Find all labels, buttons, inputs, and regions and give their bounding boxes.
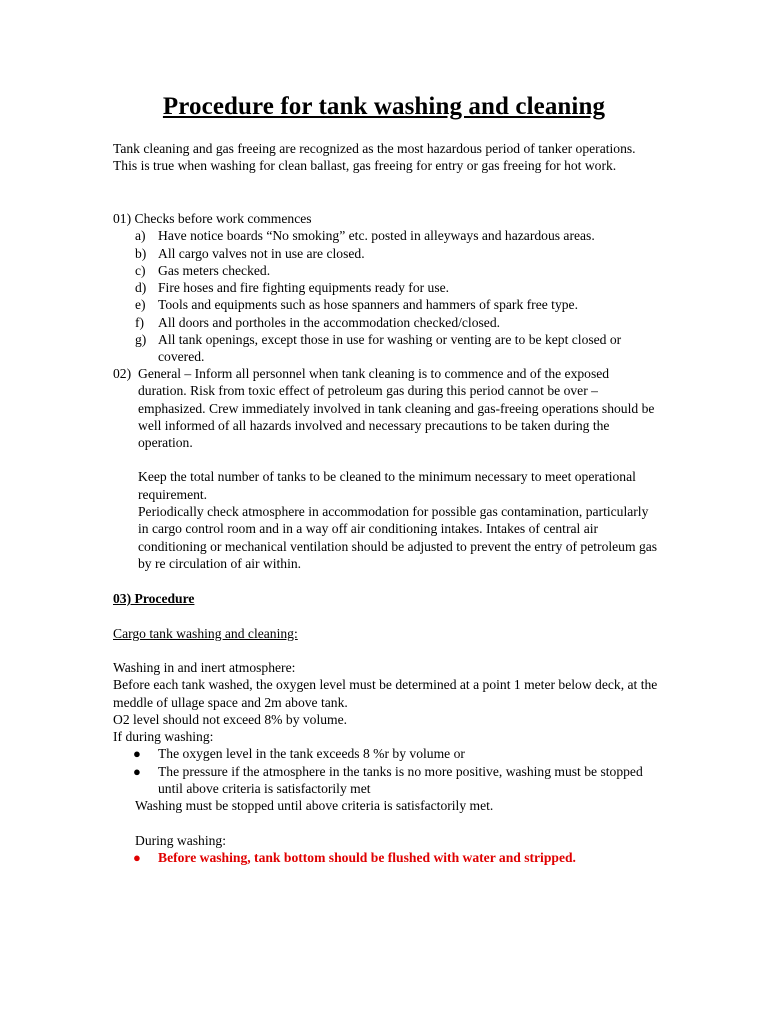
list-item-text: All cargo valves not in use are closed. <box>158 245 365 261</box>
if-during-text: If during washing: <box>113 729 214 745</box>
during-washing-list <box>113 849 658 866</box>
list-marker: d) <box>135 280 147 296</box>
section-02-paragraph: Keep the total number of tanks to be cleaned to the minimum necessary to meet operational requirement. <box>138 469 636 502</box>
section-02-number: 02) <box>113 366 132 381</box>
section-02-body <box>113 365 658 572</box>
inert-heading: Washing in and inert atmosphere: <box>113 660 296 675</box>
list-item-text: Fire hoses and fire fighting equipments ready for use. <box>158 280 450 296</box>
bullet-icon: ● <box>133 763 141 779</box>
list-item-text: Have notice boards “No smoking” etc. posted in alleyways and hazardous areas. <box>158 228 595 244</box>
list-marker: a) <box>135 228 146 244</box>
list-marker: f) <box>135 314 145 330</box>
list-item <box>113 279 658 296</box>
washing-section <box>113 659 658 866</box>
section-01-heading: 01) Checks before work commences <box>113 211 312 226</box>
list-item <box>113 763 658 798</box>
bullet-icon: ● <box>133 746 141 762</box>
list-item-text: Gas meters checked. <box>158 262 271 278</box>
list-item-text: Before washing, tank bottom should be flushed with water and stripped. <box>158 849 576 865</box>
list-item-text: All tank openings, except those in use for washing or venting are to be kept closed or covered. <box>158 332 622 365</box>
stop-text: Washing must be stopped until above criteria is satisfactorily met. <box>135 798 494 814</box>
list-item <box>113 314 658 331</box>
page-title: Procedure for tank washing and cleaning <box>162 93 606 120</box>
intro-paragraph: Tank cleaning and gas freeing are recognized as the most hazardous period of tanker operations. This is true when washing for clean ballast, gas freeing for entry or gas freeing for hot work. <box>113 141 636 174</box>
list-marker: g) <box>135 332 147 348</box>
list-item <box>113 227 658 244</box>
list-item <box>113 849 658 866</box>
section-03-heading: 03) Procedure <box>113 591 195 606</box>
o2-limit-text: O2 level should not exceed 8% by volume. <box>113 711 348 727</box>
list-item-text: All doors and portholes in the accommodation checked/closed. <box>158 314 501 330</box>
section-03-subheading: Cargo tank washing and cleaning: <box>113 626 298 641</box>
oxygen-text: Before each tank washed, the oxygen level must be determined at a point 1 meter below deck, at the meddle of ullage space and 2m above tank. <box>113 677 658 710</box>
checks-list <box>113 227 658 365</box>
list-item <box>113 262 658 279</box>
section-02 <box>113 365 658 572</box>
list-item-text: Tools and equipments such as hose spanners and hammers of spark free type. <box>158 297 578 313</box>
section-02-paragraph: Periodically check atmosphere in accommodation for possible gas contamination, particularly in cargo control room and in a way off air conditioning intakes. Intakes of central air conditioning or mechanical ventilation should be adjusted to prevent the entry of petroleum gas by re circulation of air within. <box>138 504 658 571</box>
during-washing-label: During washing: <box>135 832 226 848</box>
list-item <box>113 745 658 762</box>
list-marker: c) <box>135 262 146 278</box>
list-item <box>113 296 658 313</box>
section-02-paragraph: General – Inform all personnel when tank cleaning is to commence and of the exposed duration. Risk from toxic effect of petroleum gas during this period cannot be over – emphasized. Crew immediately involved in tank cleaning and gas-freeing operations should be well informed of all hazards involved and necessary precautions to be taken during the operation. <box>138 366 655 451</box>
list-item <box>113 245 658 262</box>
list-item-text: The pressure if the atmosphere in the tanks is no more positive, washing must be stopped until above criteria is satisfactorily met <box>158 763 643 797</box>
list-item <box>113 331 658 366</box>
list-marker: b) <box>135 245 147 261</box>
bullet-icon: ● <box>133 849 141 865</box>
condition-list <box>113 745 658 797</box>
list-item-text: The oxygen level in the tank exceeds 8 %r by volume or <box>158 746 465 762</box>
section-01 <box>113 210 658 366</box>
list-marker: e) <box>135 297 146 313</box>
